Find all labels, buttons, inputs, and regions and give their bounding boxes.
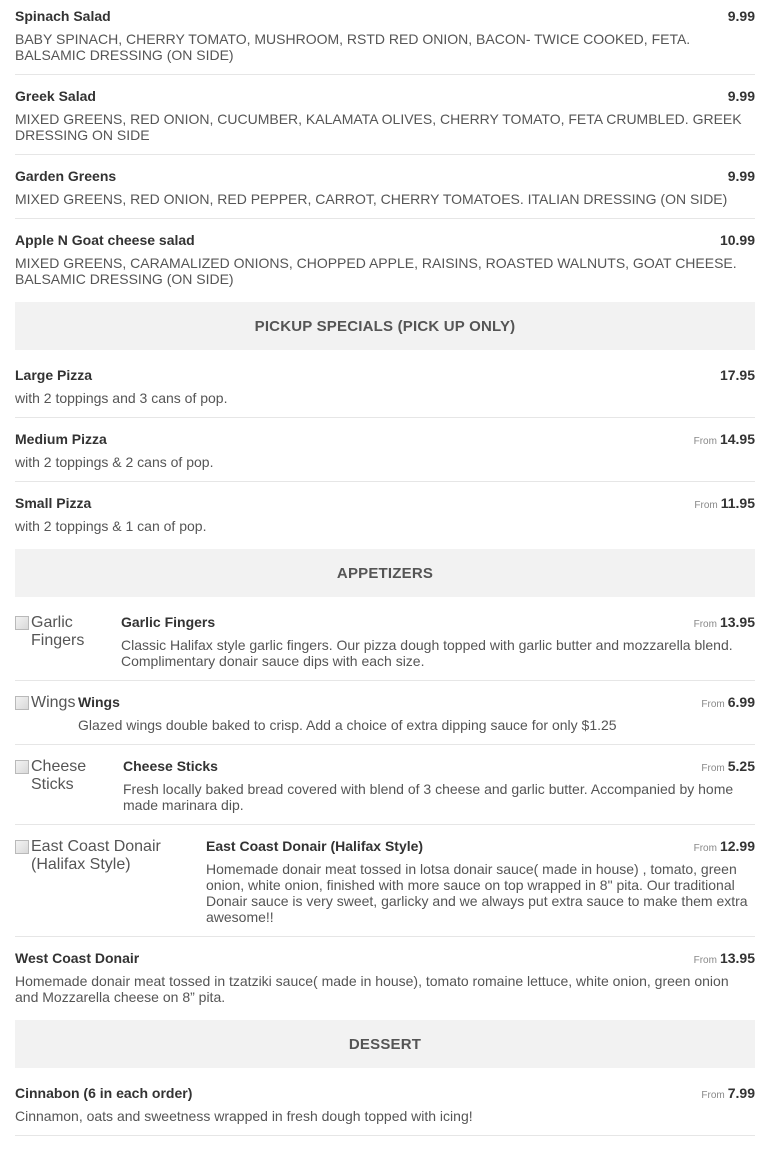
item-price — [701, 758, 755, 777]
price-from-label: From — [693, 955, 717, 966]
price-from-label: From — [693, 436, 717, 447]
item-description: Fresh locally baked bread covered with blend of 3 cheese and garlic butter. Accompanied by home made marinara dip. — [123, 781, 734, 813]
item-price — [701, 1085, 755, 1104]
menu-item-large-pizza[interactable] — [15, 367, 755, 418]
price-value: 13.95 — [719, 614, 755, 630]
price-value: 6.99 — [727, 694, 755, 710]
menu-item-small-pizza[interactable] — [15, 495, 755, 545]
item-description: with 2 toppings and 3 cans of pop. — [15, 390, 228, 406]
price-value: 12.99 — [719, 838, 755, 854]
price-value: 10.99 — [719, 232, 755, 248]
item-name: Medium Pizza — [15, 431, 107, 447]
item-description: MIXED GREENS, CARAMALIZED ONIONS, CHOPPED APPLE, RAISINS, ROASTED WALNUTS, GOAT CHEESE. BALSAMIC DRESSING (ON SIDE) — [15, 255, 737, 287]
menu-item-cheese-sticks[interactable] — [15, 758, 755, 825]
price-from-label: From — [701, 699, 725, 710]
menu-item-spinach-salad[interactable] — [15, 8, 755, 75]
item-price — [694, 838, 755, 857]
price-value: 9.99 — [727, 8, 755, 24]
price-value: 7.99 — [727, 1085, 755, 1101]
item-description: with 2 toppings & 2 cans of pop. — [15, 454, 214, 470]
menu-item-east-coast-donair[interactable] — [15, 838, 755, 937]
item-description: Glazed wings double baked to crisp. Add a choice of extra dipping sauce for only $1.25 — [78, 717, 617, 733]
broken-image-icon — [15, 840, 29, 854]
price-from-label: From — [694, 500, 718, 511]
section-header-dessert: DESSERT — [15, 1020, 755, 1068]
image-alt-text: Cheese Sticks — [31, 758, 87, 793]
item-image — [15, 838, 195, 874]
item-image — [15, 758, 113, 794]
item-name: West Coast Donair — [15, 950, 140, 966]
item-price — [728, 88, 755, 105]
item-price — [701, 694, 755, 713]
item-name: Apple N Goat cheese salad — [15, 232, 195, 248]
price-value: 13.95 — [719, 950, 755, 966]
item-price — [694, 495, 755, 514]
price-from-label: From — [701, 1090, 725, 1101]
price-value: 14.95 — [719, 431, 755, 447]
price-value: 11.95 — [720, 495, 755, 511]
menu-item-garlic-fingers[interactable] — [15, 614, 755, 681]
menu-item-cinnabon[interactable] — [15, 1085, 755, 1136]
item-description: Classic Halifax style garlic fingers. Our pizza dough topped with garlic butter and mozzarella blend. Complimentary donair sauce dips with each size. — [121, 637, 733, 669]
item-name: Greek Salad — [15, 88, 96, 104]
image-alt-text: Wings — [31, 694, 76, 711]
menu-item-wings[interactable] — [15, 694, 755, 745]
item-description: BABY SPINACH, CHERRY TOMATO, MUSHROOM, RSTD RED ONION, BACON- TWICE COOKED, FETA. BALSAMIC DRESSING (ON SIDE) — [15, 31, 691, 63]
item-name: Spinach Salad — [15, 8, 111, 24]
item-name: Wings — [78, 694, 120, 710]
image-alt-text: East Coast Donair (Halifax Style) — [31, 838, 161, 873]
price-from-label: From — [693, 843, 717, 854]
section-header-pickup-specials: PICKUP SPECIALS (PICK UP ONLY) — [15, 302, 755, 350]
item-price — [694, 431, 755, 450]
price-value: 5.25 — [727, 758, 755, 774]
menu-item-west-coast-donair[interactable] — [15, 950, 755, 1010]
item-price — [728, 8, 755, 25]
section-header-appetizers: APPETIZERS — [15, 549, 755, 597]
item-description: Cinnamon, oats and sweetness wrapped in fresh dough topped with icing! — [15, 1108, 473, 1124]
item-description: Homemade donair meat tossed in lotsa donair sauce( made in house) , tomato, green onion, white onion, finished with more sauce on top wrapped in 8" pita. Our traditional Donair sauce is very sweet, garlicky and we always put extra sauce to make them extra awesome!! — [206, 861, 748, 925]
item-price — [694, 950, 755, 969]
item-name: Cheese Sticks — [123, 758, 218, 774]
item-name: Large Pizza — [15, 367, 93, 383]
image-alt-text: Garlic Fingers — [31, 614, 85, 649]
item-price — [720, 232, 755, 249]
item-name: East Coast Donair (Halifax Style) — [206, 838, 424, 854]
broken-image-icon — [15, 616, 29, 630]
item-price — [728, 168, 755, 185]
item-price — [720, 367, 755, 384]
item-description: MIXED GREENS, RED ONION, CUCUMBER, KALAMATA OLIVES, CHERRY TOMATO, FETA CRUMBLED. GREEK DRESSING ON SIDE — [15, 111, 742, 143]
item-description: MIXED GREENS, RED ONION, RED PEPPER, CARROT, CHERRY TOMATOES. ITALIAN DRESSING (ON SIDE) — [15, 191, 728, 207]
menu-item-greek-salad[interactable] — [15, 88, 755, 155]
price-from-label: From — [701, 763, 725, 774]
price-value: 9.99 — [727, 168, 755, 184]
item-description: Homemade donair meat tossed in tzatziki sauce( made in house), tomato romaine lettuce, white onion, green onion and Mozzarella cheese on 8” pita. — [15, 973, 729, 1005]
item-description: with 2 toppings & 1 can of pop. — [15, 518, 207, 534]
broken-image-icon — [15, 696, 29, 710]
menu-item-garden-greens[interactable] — [15, 168, 755, 219]
price-value: 17.95 — [719, 367, 755, 383]
item-name: Small Pizza — [15, 495, 92, 511]
item-image — [15, 614, 111, 650]
price-from-label: From — [693, 619, 717, 630]
item-price — [694, 614, 755, 633]
price-value: 9.99 — [727, 88, 755, 104]
item-name: Garlic Fingers — [121, 614, 216, 630]
item-name: Cinnabon (6 in each order) — [15, 1085, 193, 1101]
broken-image-icon — [15, 760, 29, 774]
item-name: Garden Greens — [15, 168, 117, 184]
menu-item-medium-pizza[interactable] — [15, 431, 755, 482]
item-image — [15, 694, 76, 712]
menu-item-apple-goat-cheese-salad[interactable] — [15, 232, 755, 292]
